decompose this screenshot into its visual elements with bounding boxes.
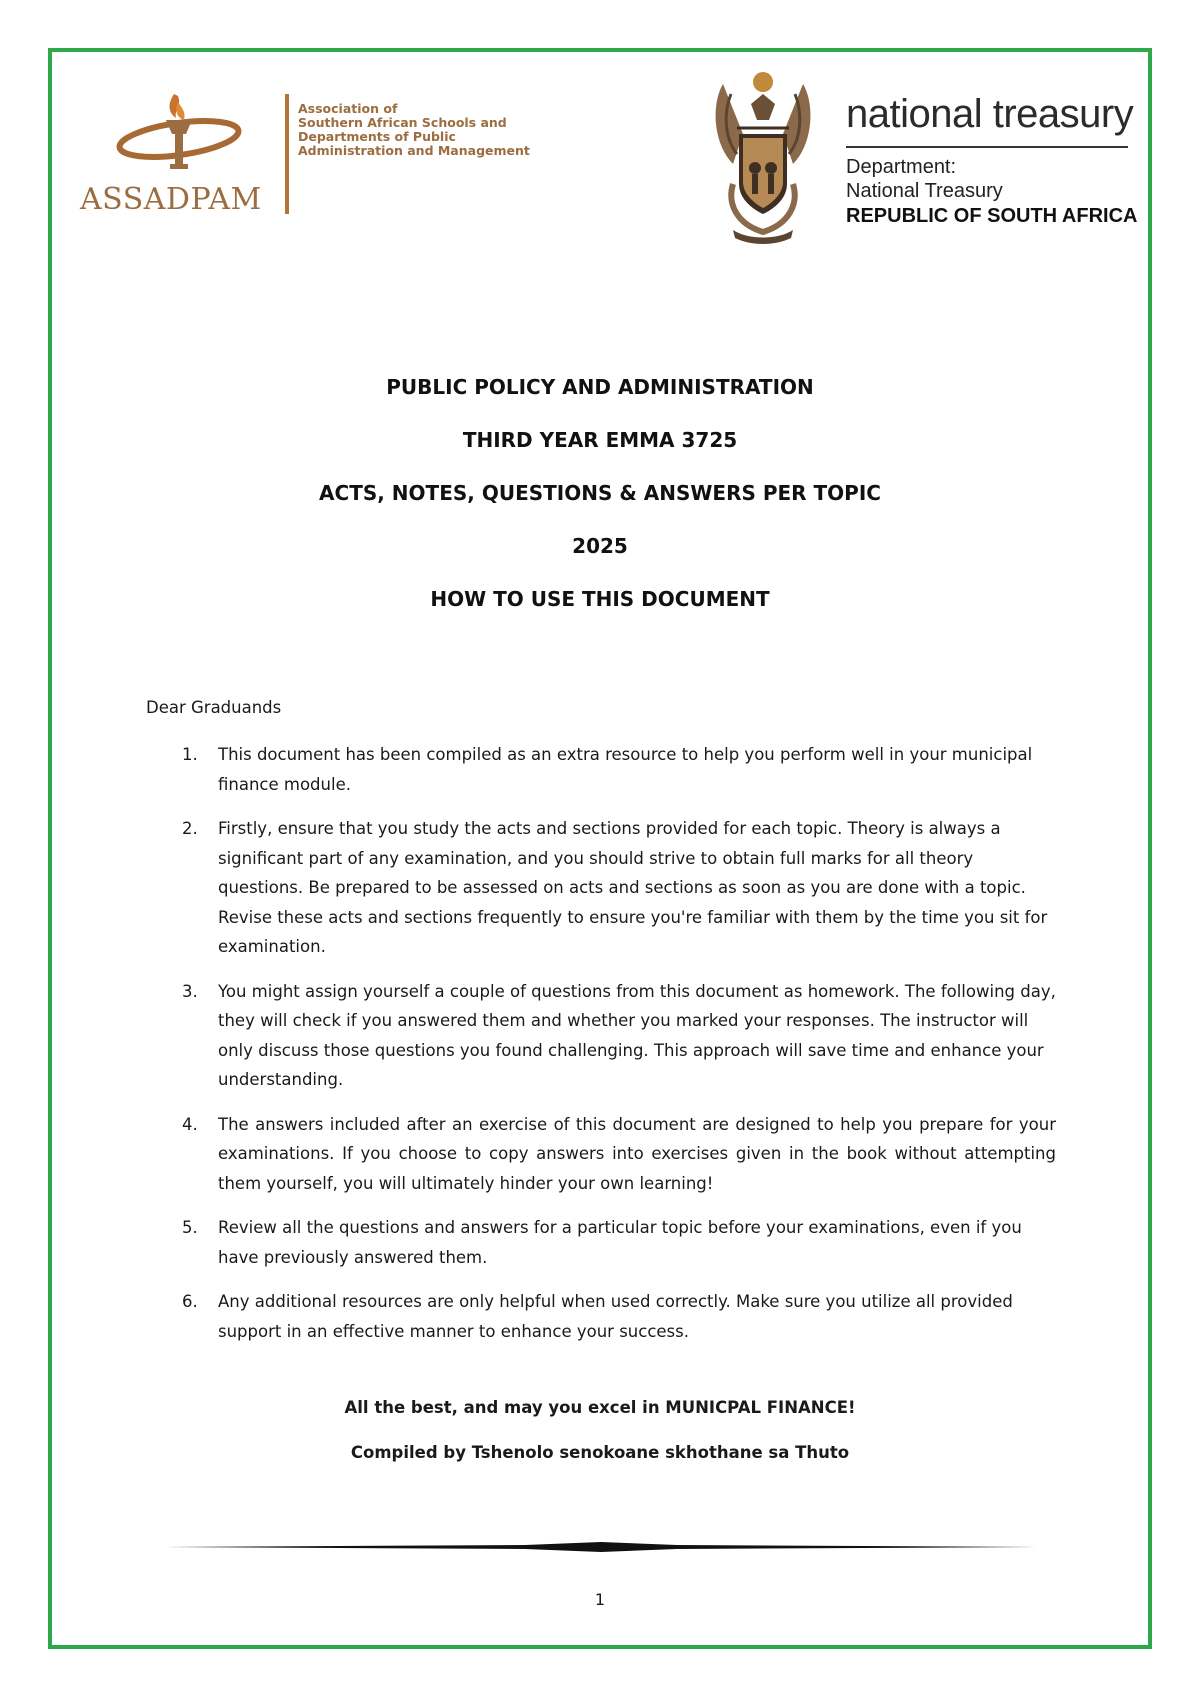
- compiled-by: Compiled by Tshenolo senokoane skhothane sa Thuto: [350, 1443, 850, 1462]
- heading-year: THIRD YEAR EMMA 3725: [462, 428, 738, 452]
- treasury-country: REPUBLIC OF SOUTH AFRICA: [846, 205, 1138, 227]
- heading-how-to: HOW TO USE THIS DOCUMENT: [430, 587, 770, 611]
- footer-divider: [165, 1540, 1037, 1554]
- list-text: You might assign yourself a couple of questions from this document as homework. The following day, they will check if you answered them and whether you marked your responses. The instructor will only discuss those questions you found challenging. This approach will save time and enhance your understanding.: [218, 981, 1056, 1089]
- list-text: This document has been compiled as an extra resource to help you perform well in your municipal finance module.: [218, 745, 1033, 794]
- list-item: [146, 740, 1056, 799]
- list-number: 6.: [182, 1292, 198, 1311]
- list-text: Any additional resources are only helpful when used correctly. Make sure you utilize all provided support in an effective manner to enhance your success.: [218, 1292, 1013, 1341]
- page-number: 1: [594, 1590, 606, 1609]
- list-text: Review all the questions and answers for a particular topic before your examinations, even if you have previously answered them.: [218, 1218, 1022, 1267]
- assadpam-acronym: ASSADPAM: [80, 182, 262, 217]
- assadpam-divider: [285, 94, 289, 214]
- treasury-department: Department: National Treasury: [846, 156, 1003, 202]
- closing-message: All the best, and may you excel in MUNICPAL FINANCE!: [344, 1398, 856, 1417]
- list-item: [146, 977, 1056, 1095]
- treasury-title: national treasury: [846, 92, 1134, 136]
- list-number: 3.: [182, 981, 198, 1001]
- list-item: [146, 1287, 1056, 1346]
- treasury-rule: [846, 146, 1128, 148]
- heading-date: 2025: [572, 534, 628, 558]
- heading-contents: ACTS, NOTES, QUESTIONS & ANSWERS PER TOPIC: [319, 481, 881, 505]
- assadpam-full-name: Association of Southern African Schools and Departments of Public Administration and Management: [298, 101, 530, 158]
- list-text: Firstly, ensure that you study the acts and sections provided for each topic. Theory is always a significant part of any examination, and you should strive to obtain full marks for all theory questions. Be prepared to be assessed on acts and sections as soon as you are done with a topic. Revise these acts and sections frequently to ensure you're familiar with them by the time you sit for examination.: [218, 819, 1048, 956]
- heading-course: PUBLIC POLICY AND ADMINISTRATION: [386, 375, 814, 399]
- list-number: 5.: [182, 1218, 198, 1237]
- document-headings: [100, 376, 1100, 641]
- instructions-list: [146, 740, 1056, 1361]
- coat-of-arms-icon: [703, 64, 823, 244]
- list-item: [146, 814, 1056, 962]
- list-text: The answers included after an exercise of this document are designed to help you prepare for your examinations. If you choose to copy answers into exercises given in the book without attempting them yourself, you will ultimately hinder your own learning!: [218, 1114, 1056, 1193]
- list-item: [146, 1213, 1056, 1272]
- list-number: 4.: [182, 1114, 198, 1134]
- list-number: 2.: [182, 819, 198, 838]
- list-item: [146, 1110, 1056, 1199]
- list-number: 1.: [182, 745, 198, 764]
- salutation: Dear Graduands: [146, 698, 282, 717]
